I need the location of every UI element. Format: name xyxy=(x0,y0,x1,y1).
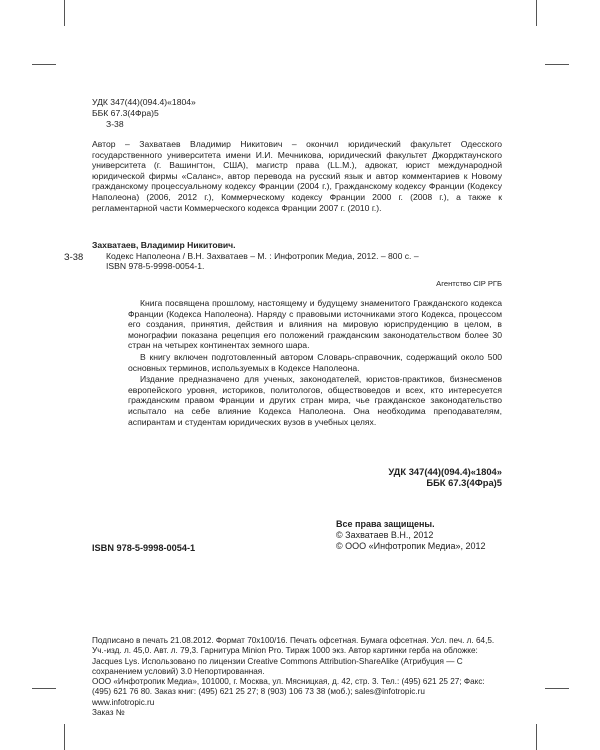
crop-mark-top-right xyxy=(536,0,537,26)
crop-mark-top-left xyxy=(64,0,65,26)
entry-isbn-line: ISBN 978-5-9998-0054-1. xyxy=(106,261,205,272)
bbk-code-bold: ББК 67.3(4Фра)5 xyxy=(426,477,502,488)
abstract-paragraph: Издание предназначено для ученых, законодателей, юристов-практиков, бизнесменов европейского уровня, историков, политологов, обществоведов и всех, кто интересуется гражданским правом Франции и других стран мира, чье гражданское законодательство испытало на себе влияние Кодекса Наполеона. Она необходима преподавателям, аспирантам и студентам юридических вузов в учебных целях. xyxy=(128,374,502,427)
entry-title-line: Кодекс Наполеона / В.Н. Захватаев – М. : Инфотропик Медиа, 2012. – 800 с. – xyxy=(106,250,419,261)
imprint-order-number: Заказ № xyxy=(92,708,125,718)
crop-mark-bottom-right xyxy=(536,724,537,750)
crop-mark-bottom-left xyxy=(64,724,65,750)
bbk-code: ББК 67.3(4Фра)5 xyxy=(92,107,159,118)
crop-mark-top-right-h xyxy=(545,64,569,65)
crop-mark-top-left-h xyxy=(32,64,56,65)
copyright-publisher: © ООО «Инфотропик Медиа», 2012 xyxy=(336,540,486,551)
imprint xyxy=(92,636,506,718)
copyright-block xyxy=(336,519,516,551)
cip-agency: Агентство CIP РГБ xyxy=(436,279,502,288)
classification-codes-bold xyxy=(388,466,502,488)
rights-reserved: Все права защищены. xyxy=(336,519,435,529)
abstract xyxy=(128,298,502,427)
abstract-paragraph: Книга посвящена прошлому, настоящему и будущему знаменитого Гражданского кодекса Франции (Кодекса Наполеона). Наряду с правовыми источниками этого Кодекса, процессом его создания, принятия, действия и влияния на мировую юриспруденцию в целом, в монографии показана рецепция его положений гражданским законодательством более 30 стран на четырех континентах земного шара. xyxy=(128,298,502,351)
classification-codes xyxy=(92,97,196,129)
copyright-author: © Захватаев В.Н., 2012 xyxy=(336,529,434,540)
bibliographic-entry xyxy=(64,240,502,272)
imprint-print-details: Подписано в печать 21.08.2012. Формат 70х100/16. Печать офсетная. Бумага офсетная. Усл. печ. л. 64,5. Уч.-изд. л. 45,0. Авт. л. 79,3. Гарнитура Minion Pro. Тираж 1000 экз. Автор картинки герба на обложке: Jacques Lys. Использовано по лицензии Creative Commons Attribution-ShareAlike (Атрибуция — С сохранением условий) 3.0 Непортированная. xyxy=(92,636,495,676)
call-mark: З-38 xyxy=(106,118,124,129)
imprint-publisher-contacts: ООО «Инфотропик Медиа», 101000, г. Москва, ул. Мясницкая, д. 42, стр. 3. Тел.: (495) 621 25 27; Факс: (495) 621 76 80. Заказ книг: (495) 621 25 27; 8 (903) 106 73 38 (моб.); sales@infotropic.ru xyxy=(92,677,485,697)
abstract-paragraph: В книгу включен подготовленный автором Словарь-справочник, содержащий около 500 основных терминов, используемых в Кодексе Наполеона. xyxy=(128,351,502,373)
udk-code: УДК 347(44)(094.4)«1804» xyxy=(92,97,196,107)
crop-mark-bottom-left-h xyxy=(32,688,56,689)
entry-call-mark: З-38 xyxy=(64,251,84,262)
udk-code-bold: УДК 347(44)(094.4)«1804» xyxy=(388,466,502,477)
isbn: ISBN 978-5-9998-0054-1 xyxy=(92,543,196,553)
author-bio xyxy=(92,139,502,213)
imprint-website: www.infotropic.ru xyxy=(92,697,155,707)
author-bio-text: Автор – Захватаев Владимир Никитович – окончил юридический факультет Одесского государственного университета имени И.И. Мечникова, юридический факультет Джорджтаунского университета (г. Вашингтон, США), магистр права (LL.M.), адвокат, юрист международной юридической фирмы «Саланс», автор перевода на русский язык и автор комментариев к Новому гражданскому процессуальному кодексу Франции (2004 г.), Гражданскому кодексу Франции (Кодексу Наполеона) (2006, 2012 г.), Коммерческому кодексу Франции 2000 г. (2008 г.), а также к регламентарной части Коммерческого кодекса Франции 2007 г. (2010 г.). xyxy=(92,139,502,213)
entry-author: Захватаев, Владимир Никитович. xyxy=(92,240,236,250)
crop-mark-bottom-right-h xyxy=(545,688,569,689)
